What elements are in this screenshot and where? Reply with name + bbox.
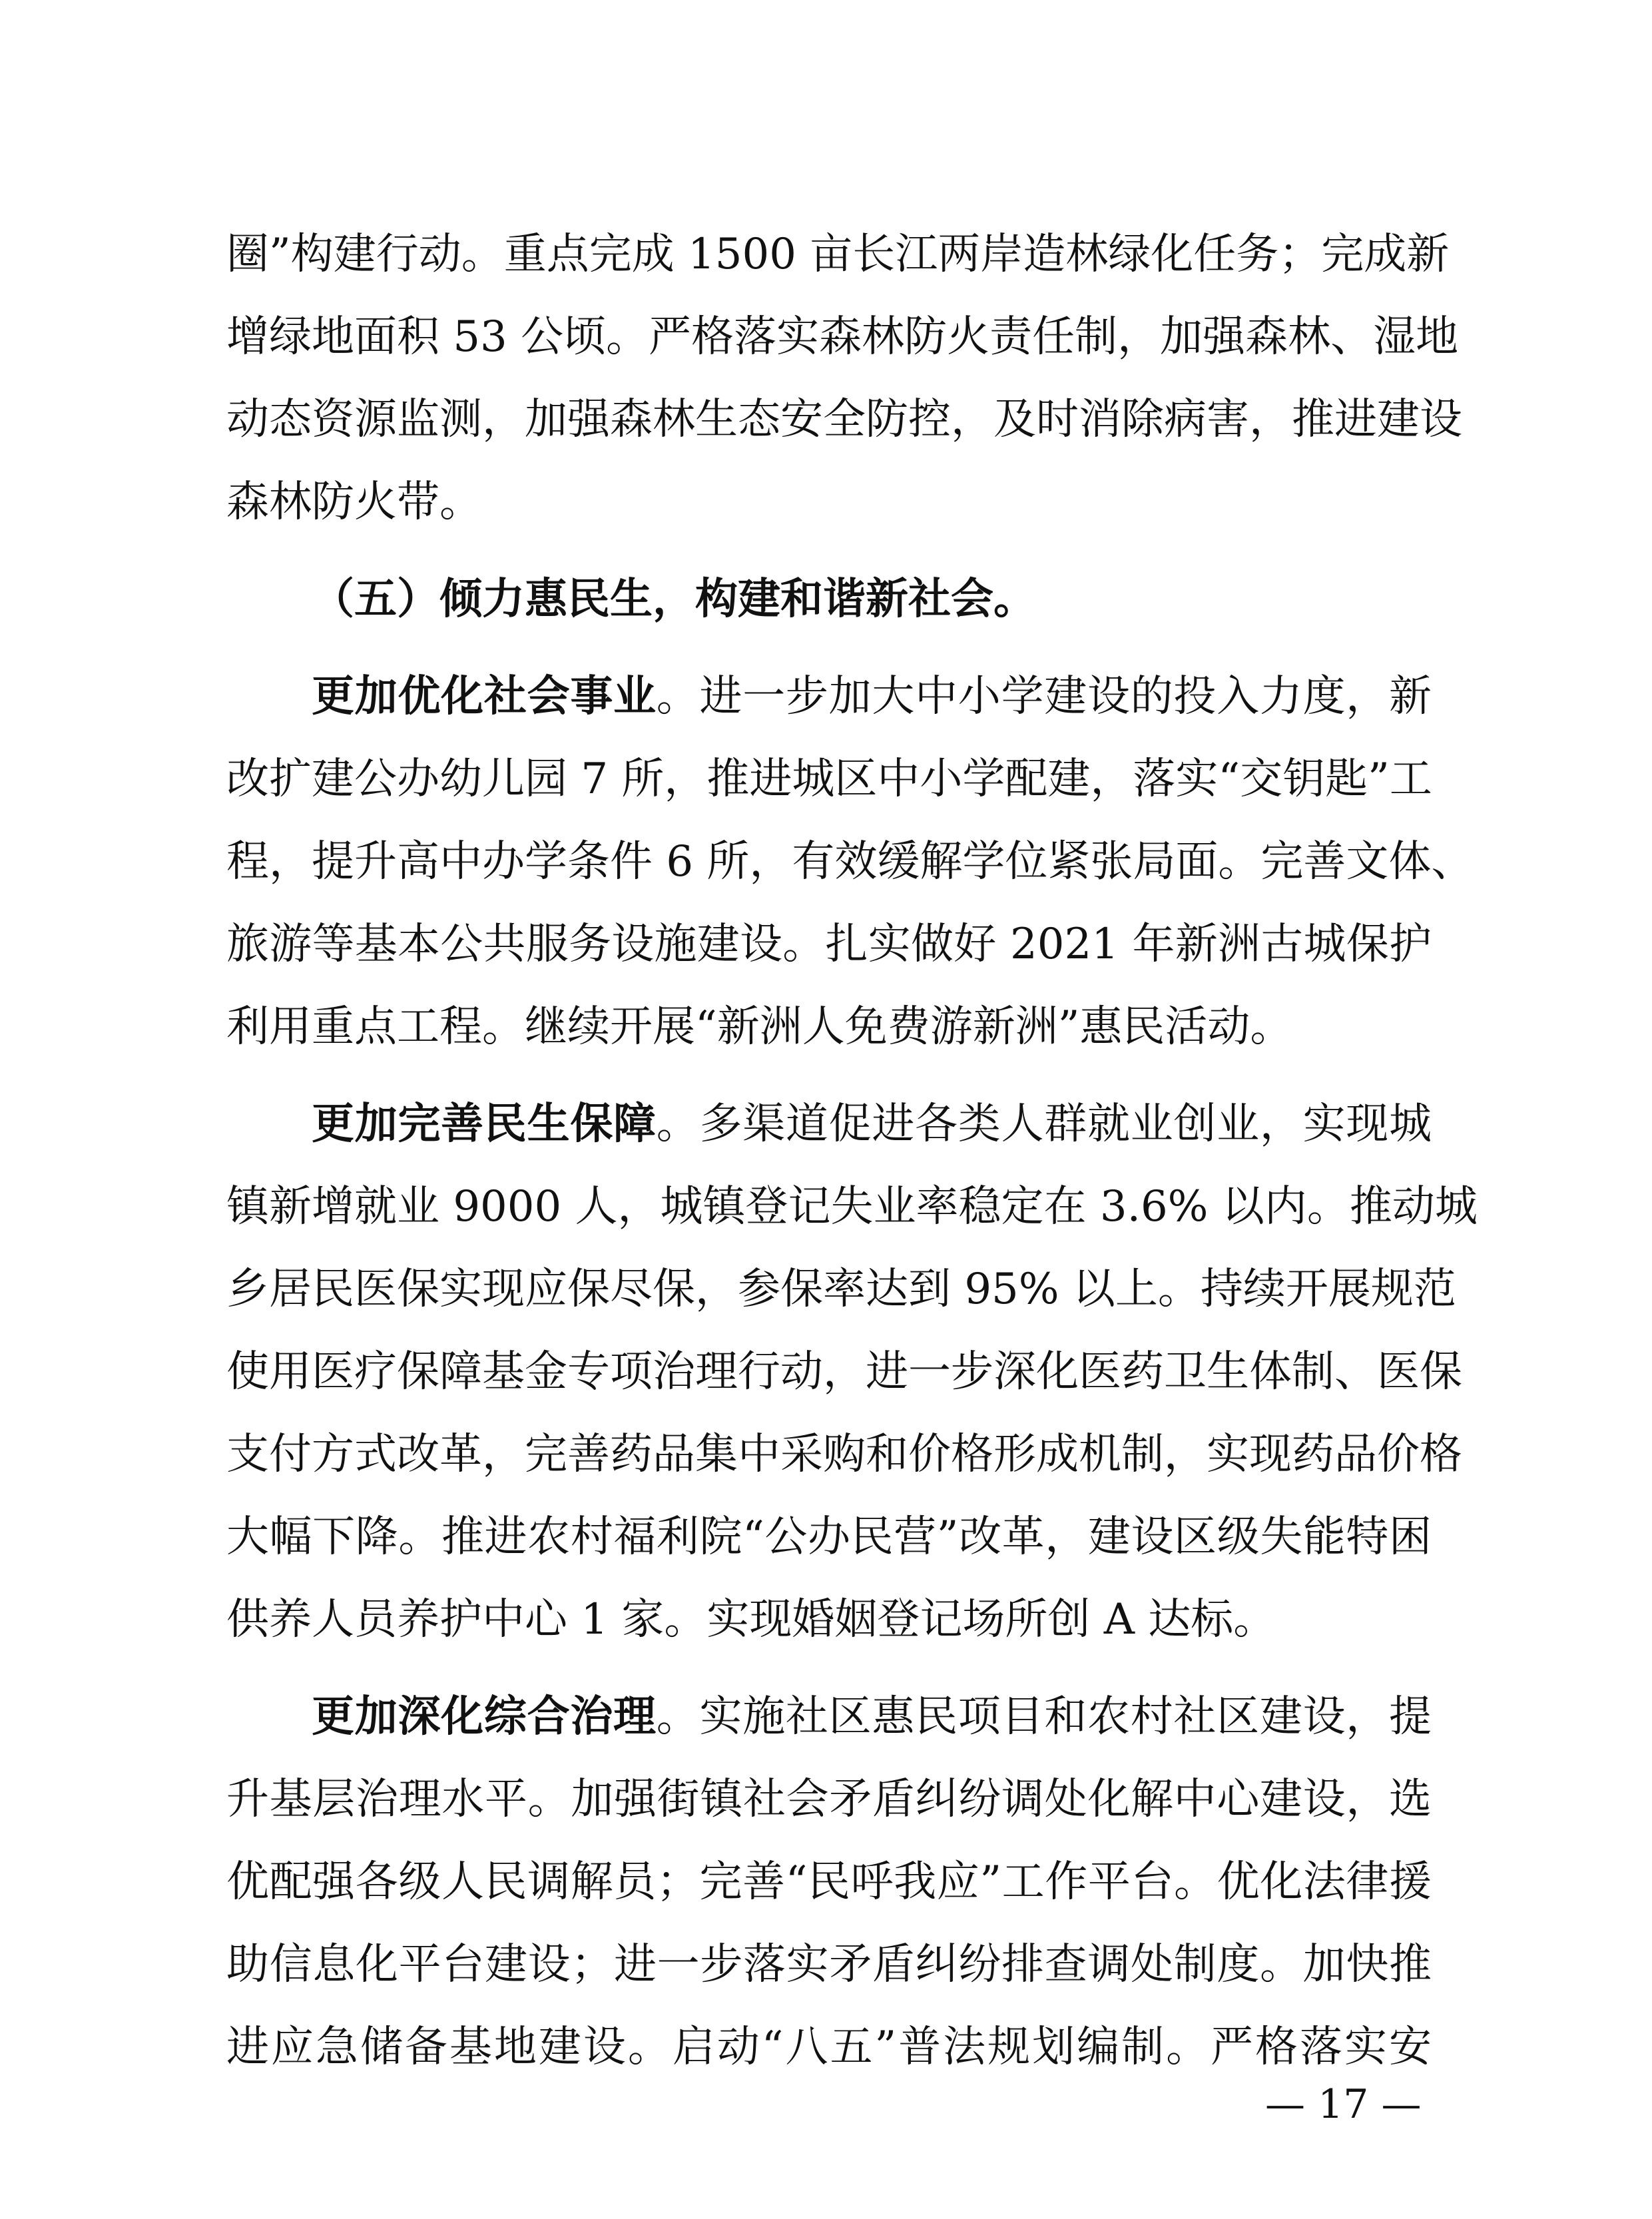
page-number: — 17 —: [1265, 2081, 1422, 2128]
text-line: 进应急储备基地建设。启动“八五”普法规划编制。严格落实安: [226, 2023, 1432, 2072]
text-line: 优配强各级人民调解员；完善“民呼我应”工作平台。优化法律援: [226, 1857, 1432, 1907]
text-line: 利用重点工程。继续开展“新洲人免费游新洲”惠民活动。: [226, 1002, 1293, 1052]
text-line: 增绿地面积 53 公顷。严格落实森林防火责任制，加强森林、湿地: [226, 312, 1459, 362]
paragraph-text: 。进一步加大中小学建设的投入力度，新: [656, 672, 1432, 721]
section-heading: （五）倾力惠民生，构建和谐新社会。: [312, 574, 1036, 624]
paragraph-text: 。实施社区惠民项目和农村社区建设，提: [656, 1692, 1432, 1742]
text-line: 镇新增就业 9000 人，城镇登记失业率稳定在 3.6% 以内。推动城: [226, 1182, 1478, 1231]
text-line: 升基层治理水平。加强街镇社会矛盾纠纷调处化解中心建设，选: [226, 1775, 1432, 1824]
text-line: 大幅下降。推进农村福利院“公办民营”改革，建设区级失能特困: [226, 1512, 1432, 1562]
paragraph-lead: 更加完善民生保障: [312, 1099, 657, 1149]
text-line: 供养人员养护中心 1 家。实现婚姻登记场所创 A 达标。: [226, 1595, 1276, 1644]
text-line: 森林防火带。: [226, 477, 482, 527]
text-line: 改扩建公办幼儿园 7 所，推进城区中小学配建，落实“交钥匙”工: [226, 755, 1432, 804]
text-line: 使用医疗保障基金专项治理行动，进一步深化医药卫生体制、医保: [226, 1347, 1462, 1397]
paragraph-lead: 更加深化综合治理: [312, 1692, 657, 1742]
text-line: 助信息化平台建设；进一步落实矛盾纠纷排查调处制度。加快推: [226, 1940, 1432, 1989]
paragraph-first-line: [226, 655, 1432, 738]
text-line: 乡居民医保实现应保尽保，参保率达到 95% 以上。持续开展规范: [226, 1265, 1456, 1314]
paragraph-lead: 更加优化社会事业: [312, 671, 657, 721]
paragraph-first-line: [226, 1676, 1432, 1758]
text-line: 程，提升高中办学条件 6 所，有效缓解学位紧张局面。完善文体、: [226, 837, 1474, 886]
body-text: [226, 213, 1478, 2088]
text-line: 旅游等基本公共服务设施建设。扎实做好 2021 年新洲古城保护: [226, 920, 1432, 969]
text-line: 圈”构建行动。重点完成 1500 亩长江两岸造林绿化任务；完成新: [226, 230, 1450, 279]
text-line: 动态资源监测，加强森林生态安全防控，及时消除病害，推进建设: [226, 395, 1462, 444]
paragraph-first-line: [226, 1083, 1432, 1165]
text-line: 支付方式改革，完善药品集中采购和价格形成机制，实现药品价格: [226, 1430, 1462, 1479]
paragraph-text: 。多渠道促进各类人群就业创业，实现城: [656, 1100, 1432, 1149]
